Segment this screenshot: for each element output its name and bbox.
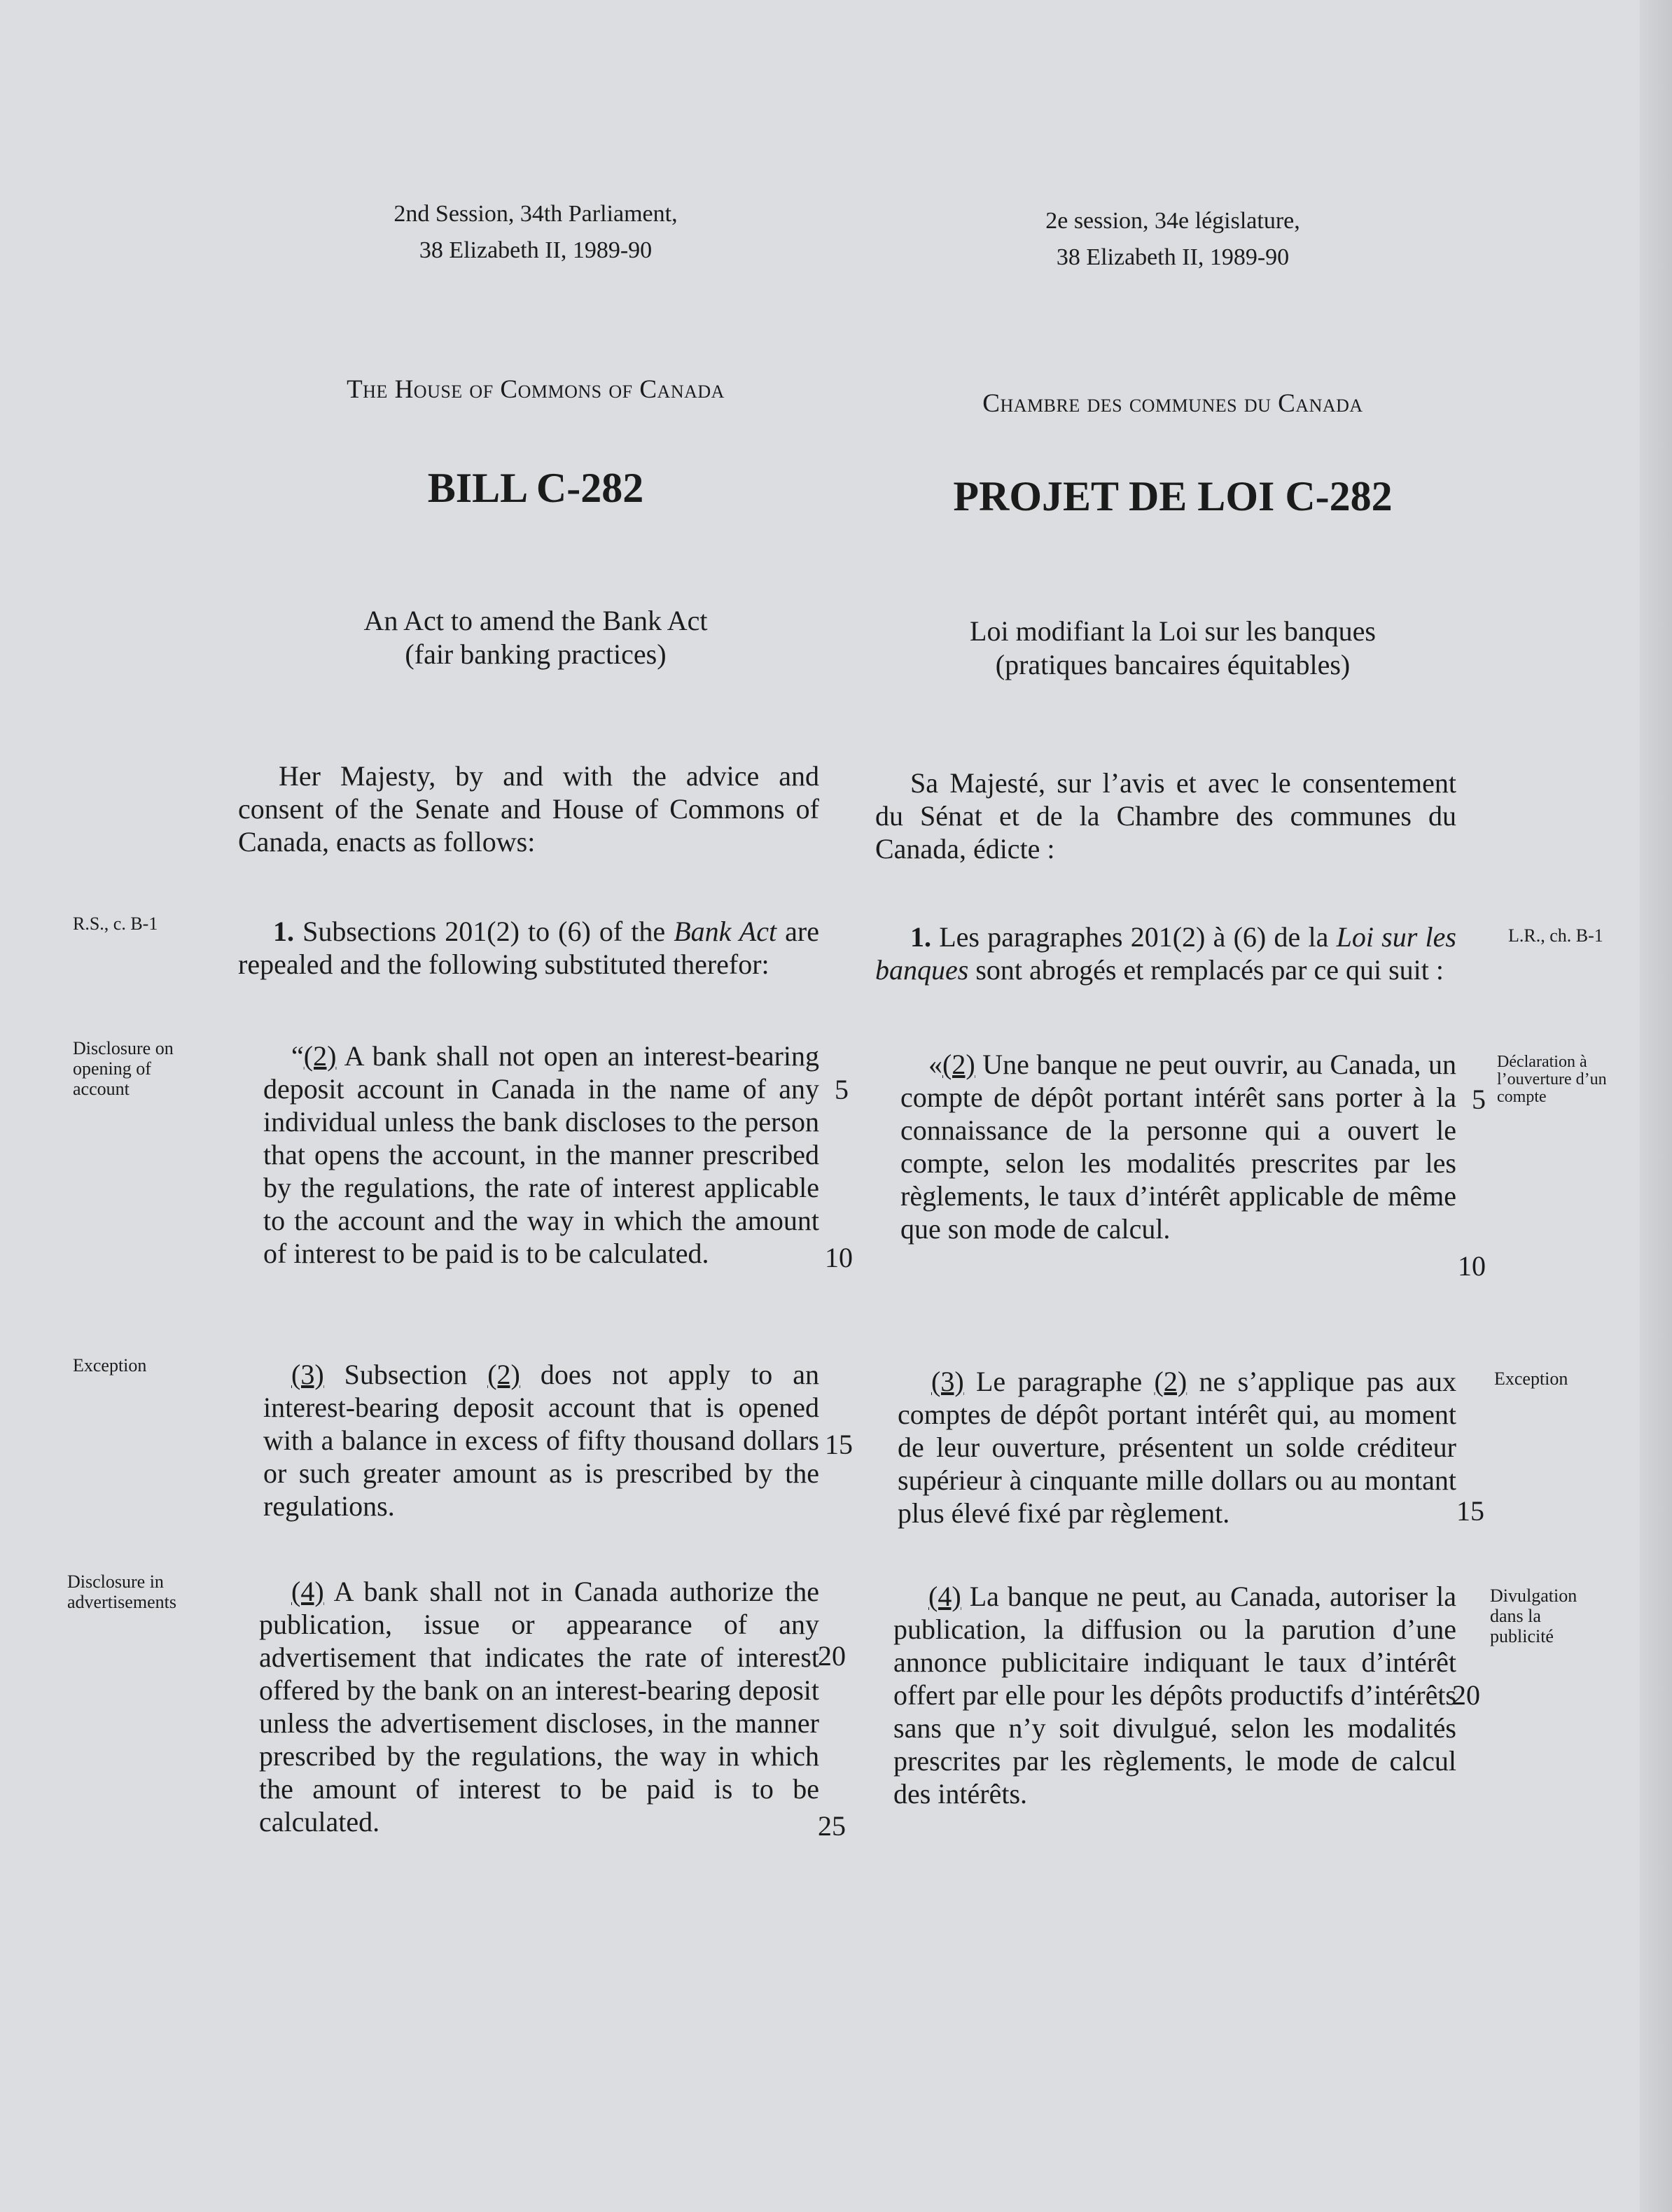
fr-bill-number: PROJET DE LOI C-282 <box>953 473 1393 519</box>
en-session-header <box>259 196 812 269</box>
fr-s1-act: Loi sur les banques <box>875 921 1456 986</box>
fr-s2-number: (2) <box>942 1049 975 1080</box>
fr-year: 38 Elizabeth II, 1989-90 <box>1056 244 1290 270</box>
fr-line-number-5: 5 <box>1472 1084 1486 1115</box>
en-s3-text-a: Subsection <box>323 1359 488 1390</box>
en-s1-text-a: Subsections 201(2) to (6) of the <box>294 916 674 947</box>
en-subsection-3 <box>263 1358 819 1522</box>
en-margin-note-rs: R.S., c. B-1 <box>73 913 158 934</box>
fr-bill-title <box>896 615 1449 682</box>
fr-s2-open-quote: « <box>928 1049 942 1080</box>
en-s3-number: (3) <box>291 1359 324 1390</box>
fr-title-line2: (pratiques bancaires équitables) <box>995 649 1351 680</box>
fr-line-number-20: 20 <box>1452 1679 1480 1711</box>
fr-s3-number: (3) <box>931 1366 964 1397</box>
fr-session: 2e session, 34e législature, <box>1045 208 1300 234</box>
fr-house: Chambre des communes du Canada <box>982 389 1363 418</box>
fr-s3-text-b: ne s’applique pas aux comptes de dépôt portant intérêt qui, au moment de leur ouverture, présentent un solde créditeur supérieur à cinquante mille dollars ou au montant plus élevé fixé par règlement. <box>898 1366 1457 1529</box>
en-s1-number: 1. <box>273 916 294 947</box>
en-title-line2: (fair banking practices) <box>405 638 667 670</box>
fr-enact-text: Sa Majesté, sur l’avis et avec le consentement du Sénat et de la Chambre des communes du Canada, édicte : <box>875 767 1456 864</box>
fr-s3-ref: (2) <box>1154 1366 1187 1397</box>
fr-line-number-15: 15 <box>1456 1495 1484 1527</box>
fr-s3-text-a: Le paragraphe <box>963 1366 1155 1397</box>
en-margin-note-disclosure-opening: Disclosure on opening of account <box>73 1038 174 1099</box>
en-bill-number: BILL C-282 <box>427 465 644 511</box>
en-s2-text: A bank shall not open an interest-bearing deposit account in Canada in the name of any individual unless the bank discloses to the person that opens the account, in the manner prescribed by the regulations, the rate of interest applicable to the account and the way in which the amount of interest to be paid is to be calculated. <box>263 1040 819 1269</box>
fr-subsection-3 <box>898 1365 1456 1530</box>
fr-enacting-clause <box>875 766 1456 865</box>
en-section-1 <box>238 915 819 981</box>
fr-margin-note-exception: Exception <box>1494 1368 1568 1389</box>
en-enacting-clause <box>238 760 819 858</box>
en-subsection-2 <box>263 1040 819 1270</box>
en-line-number-5: 5 <box>835 1074 849 1105</box>
en-s1-text-b: are repealed and the following substituted therefor: <box>238 916 819 980</box>
fr-s1-text-b: sont abrogés et remplacés par ce qui suit : <box>968 954 1444 986</box>
fr-s2-text: Une banque ne peut ouvrir, au Canada, un compte de dépôt portant intérêt sans porter à la connaissance de la personne qui a ouvert le compte, selon les modalités prescrites par les règlements, le taux d’intérêt applicable de même que son mode de calcul. <box>900 1049 1456 1245</box>
fr-subsection-4 <box>893 1580 1456 1810</box>
fr-session-header <box>896 203 1449 276</box>
en-session: 2nd Session, 34th Parliament, <box>393 201 678 227</box>
en-margin-note-disclosure-ads: Disclosure in advertisements <box>67 1572 176 1612</box>
en-s2-number: (2) <box>303 1040 337 1072</box>
en-line-number-15: 15 <box>825 1429 853 1460</box>
en-margin-note-exception: Exception <box>73 1355 147 1376</box>
en-s3-text-b: does not apply to an interest-bearing deposit account that is opened with a balance in excess of fifty thousand dollars or such greater amount as is prescribed by the regulations. <box>263 1359 819 1522</box>
en-enact-text: Her Majesty, by and with the advice and consent of the Senate and House of Commons of Canada, enacts as follows: <box>238 760 819 858</box>
fr-s4-text: La banque ne peut, au Canada, autoriser la publication, la diffusion ou la parution d’une annonce publicitaire indiquant le taux d’intérêt offert par elle pour les dépôts productifs d’intérêts sans que n’y soit divulgué, selon les modalités prescrites par les règlements, le mode de calcul des intérêts. <box>893 1581 1456 1809</box>
fr-subsection-2 <box>900 1048 1456 1245</box>
en-s4-number: (4) <box>291 1576 324 1607</box>
en-house: The House of Commons of Canada <box>347 375 725 404</box>
fr-s4-number: (4) <box>928 1581 961 1612</box>
fr-line-number-10: 10 <box>1458 1250 1486 1282</box>
page-edge-shadow <box>1640 0 1672 2212</box>
fr-s1-number: 1. <box>910 921 931 953</box>
en-line-number-10: 10 <box>825 1242 853 1273</box>
en-bill-title <box>259 604 812 671</box>
en-year: 38 Elizabeth II, 1989-90 <box>419 237 653 263</box>
fr-section-1 <box>875 920 1456 986</box>
fr-s1-text-a: Les paragraphes 201(2) à (6) de la <box>931 921 1337 953</box>
en-s3-ref: (2) <box>487 1359 520 1390</box>
en-subsection-4 <box>259 1575 819 1838</box>
fr-margin-note-divulgation: Divulgation dans la publicité <box>1490 1586 1577 1646</box>
en-title-line1: An Act to amend the Bank Act <box>363 605 708 636</box>
en-s1-act: Bank Act <box>674 916 777 947</box>
en-s2-open-quote: “ <box>291 1040 304 1072</box>
fr-title-line1: Loi modifiant la Loi sur les banques <box>970 615 1376 647</box>
en-s4-text: A bank shall not in Canada authorize the publication, issue or appearance of any advertisement that indicates the rate of interest offered by the bank on an interest-bearing deposit unless the advertisement discloses, in the manner prescribed by the regulations, the way in which the amount of interest to be paid is to be calculated. <box>259 1576 819 1837</box>
fr-margin-note-lr: L.R., ch. B-1 <box>1508 925 1603 946</box>
fr-margin-note-declaration: Déclaration à l’ouverture d’un compte <box>1497 1053 1607 1106</box>
en-line-number-20: 20 <box>818 1640 846 1672</box>
en-line-number-25: 25 <box>818 1810 846 1842</box>
